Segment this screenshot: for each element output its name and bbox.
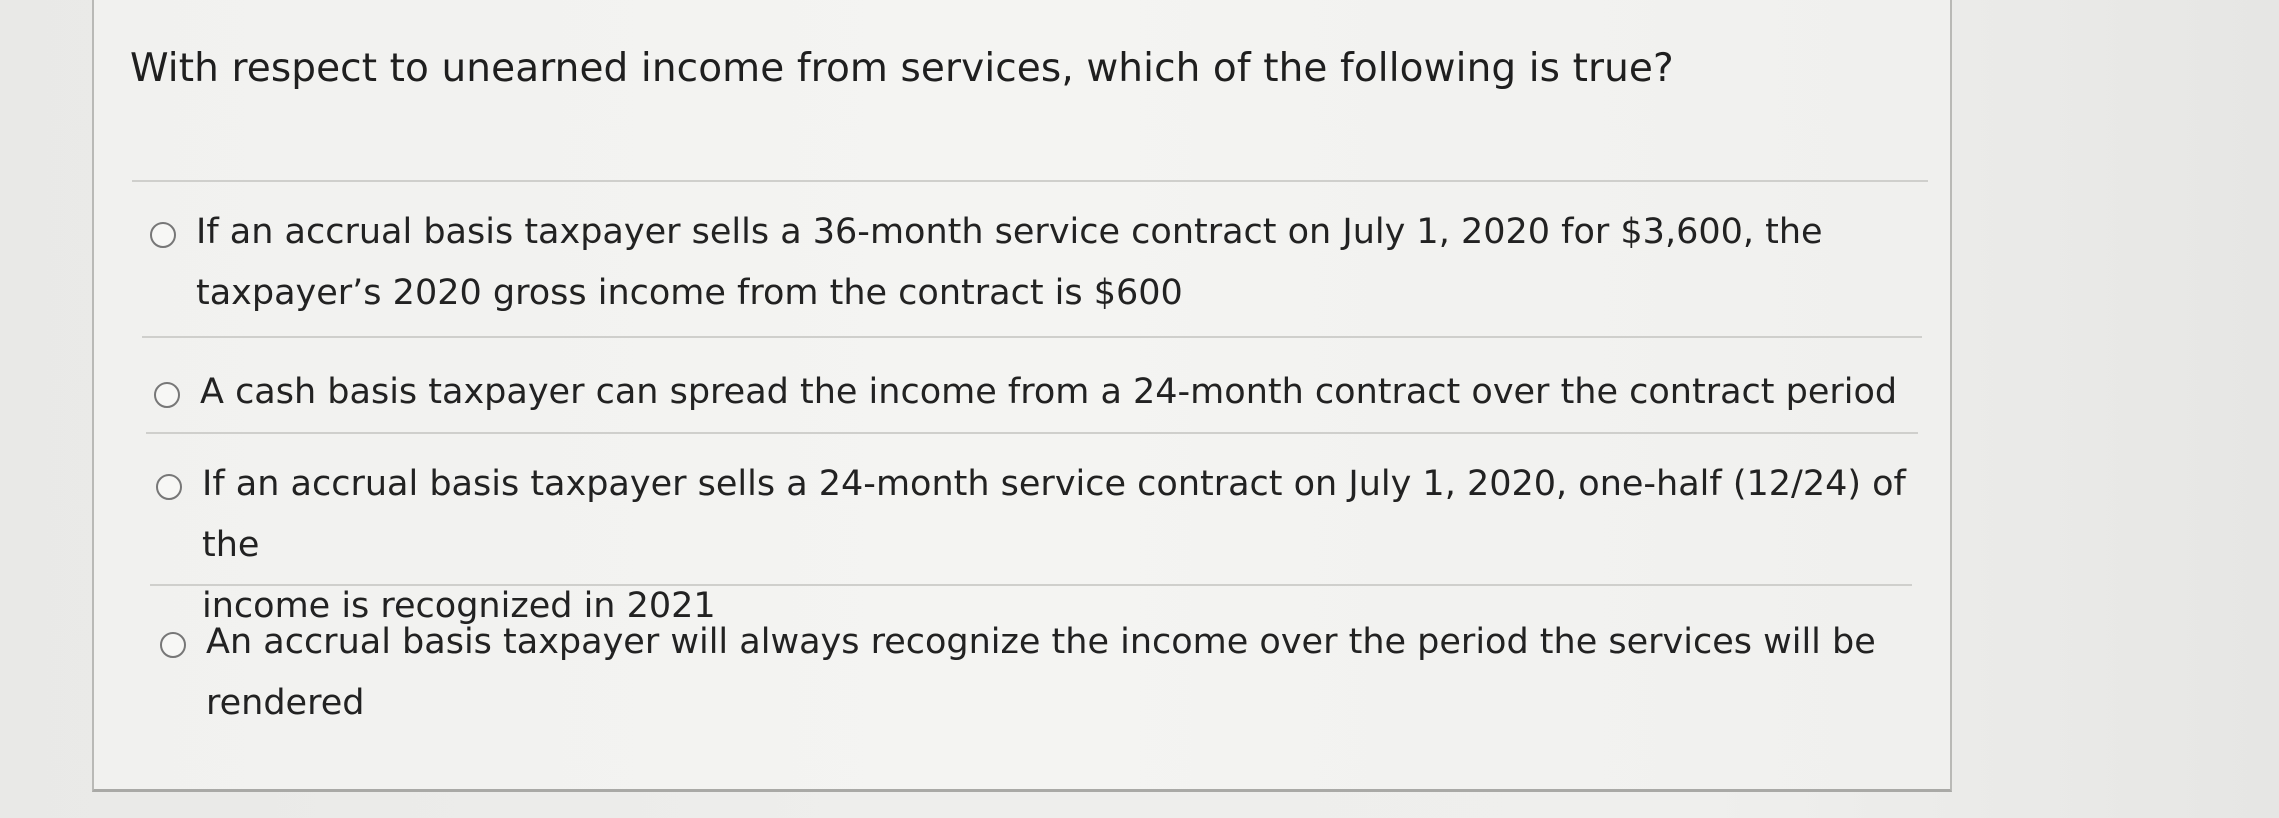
answer-option-3-label: If an accrual basis taxpayer sells a 24-month service contract on July 1, 2020, one-half (12/24) of the income is recognized in 2021: [202, 464, 1906, 626]
radio-button-1[interactable]: [150, 222, 176, 248]
answer-option-1-label: If an accrual basis taxpayer sells a 36-month service contract on July 1, 2020 for $3,600, the taxpayer’s 2020 gross income from the contract is $600: [196, 212, 1823, 313]
question-card: [92, 0, 1952, 792]
divider: [150, 584, 1912, 586]
answer-option-2-label: A cash basis taxpayer can spread the income from a 24-month contract over the contract period: [200, 372, 1898, 412]
divider: [146, 432, 1918, 434]
divider: [132, 180, 1928, 182]
divider: [142, 336, 1922, 338]
radio-button-3[interactable]: [156, 474, 182, 500]
radio-button-4[interactable]: [160, 632, 186, 658]
question-text: With respect to unearned income from services, which of the following is true?: [130, 46, 1674, 91]
answer-option-2[interactable]: [154, 374, 1897, 423]
answer-option-1[interactable]: [150, 214, 1823, 324]
answer-option-4-label: An accrual basis taxpayer will always recognize the income over the period the services will be rendered: [206, 622, 1876, 723]
radio-button-2[interactable]: [154, 382, 180, 408]
answer-option-4[interactable]: [160, 624, 1876, 734]
